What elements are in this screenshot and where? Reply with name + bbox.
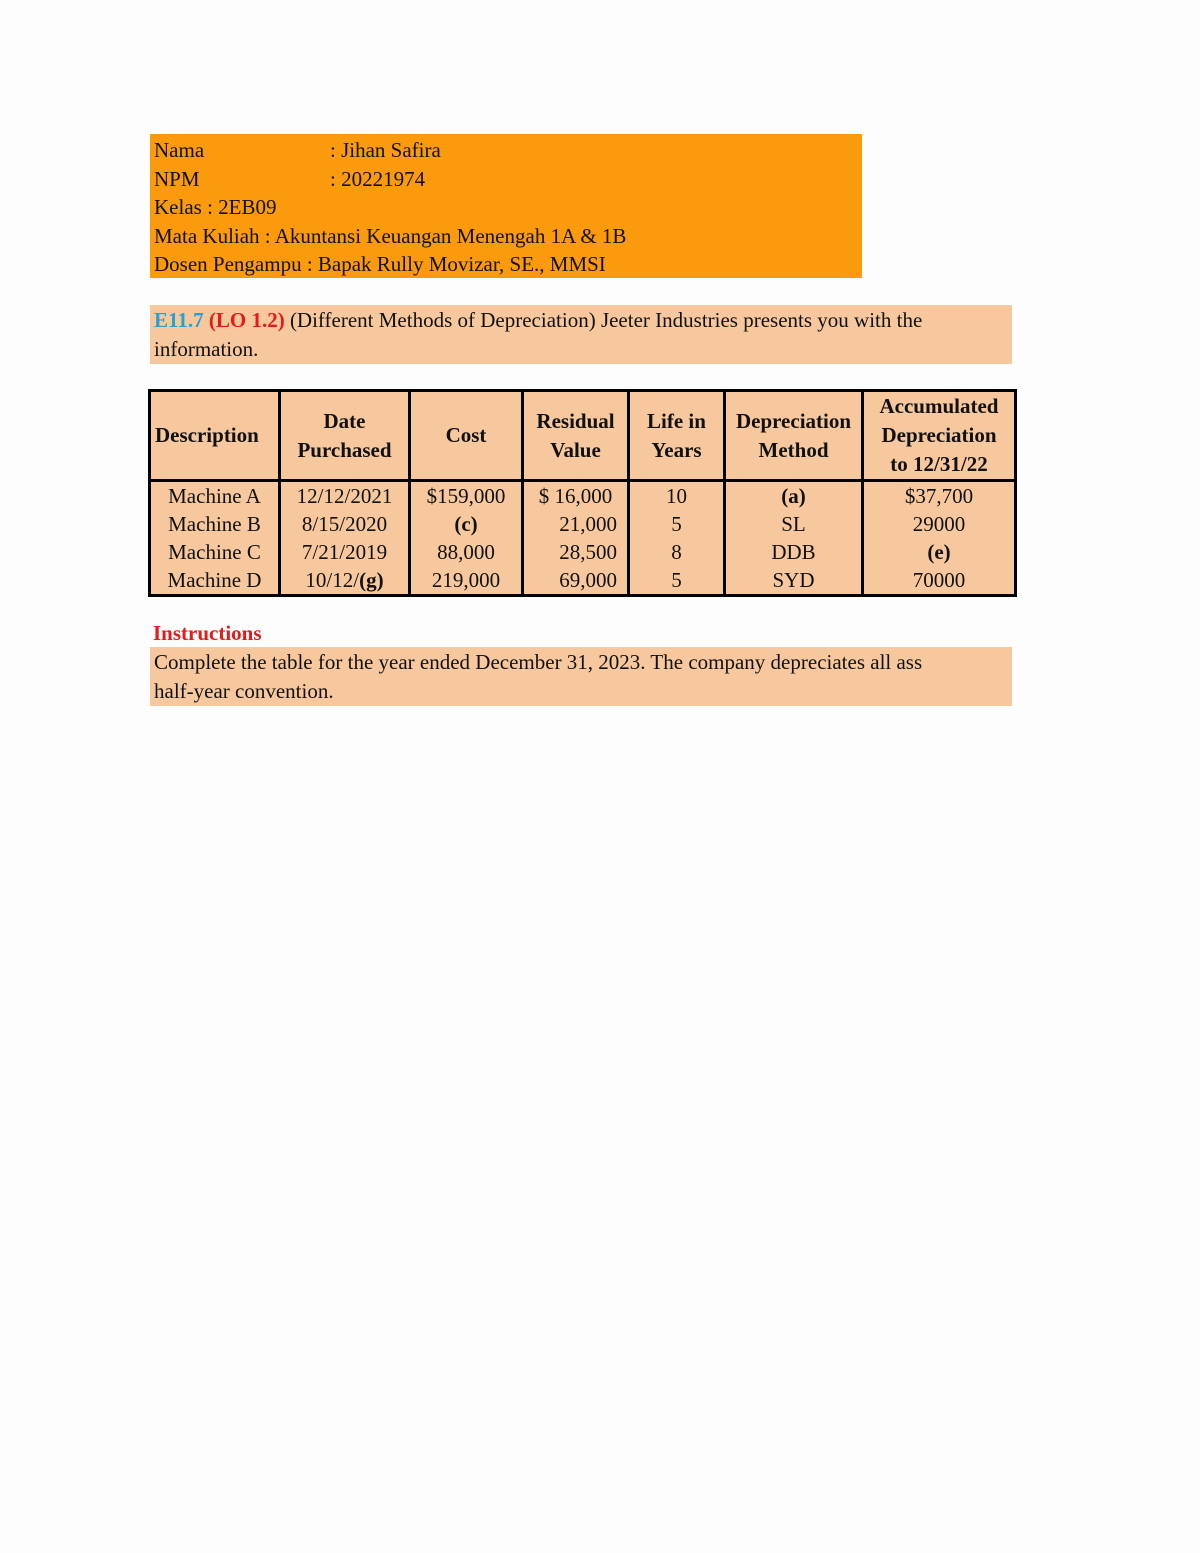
nama-row <box>154 136 858 165</box>
header-description: Description <box>150 391 280 481</box>
header-depreciation-method: Depreciation Method <box>725 391 863 481</box>
student-identity-block <box>150 134 862 278</box>
table-header-row <box>150 391 1016 481</box>
problem-statement <box>150 305 1012 364</box>
nama-value: : Jihan Safira <box>330 138 441 162</box>
problem-line-1 <box>154 306 1012 335</box>
cell-date-suffix: (g) <box>359 568 384 592</box>
problem-line-2 <box>154 335 1012 364</box>
learning-objective: (LO 1.2) <box>208 308 285 332</box>
cell-life: 5 <box>629 510 725 538</box>
cell-life: 10 <box>629 481 725 511</box>
cell-description: Machine A <box>150 481 280 511</box>
cell-life: 5 <box>629 566 725 596</box>
npm-value: : 20221974 <box>330 166 426 191</box>
dosen-text: Dosen Pengampu : Bapak Rully Movizar, SE., MMSI <box>154 252 606 276</box>
header-date-purchased: Date Purchased <box>280 391 410 481</box>
header-accumulated-depreciation: Accumulated Depreciation to 12/31/22 <box>863 391 1016 481</box>
cell-date: 12/12/2021 <box>280 481 410 511</box>
cell-method: DDB <box>725 538 863 566</box>
instructions-line-2: half-year convention. <box>154 679 334 703</box>
instructions-box <box>150 647 1012 706</box>
depreciation-table <box>148 389 1017 597</box>
cell-life: 8 <box>629 538 725 566</box>
header-cost: Cost <box>410 391 523 481</box>
depreciation-table-wrapper <box>148 389 1014 594</box>
cell-date <box>280 566 410 596</box>
cell-residual: $ 16,000 <box>523 481 629 511</box>
cell-date: 8/15/2020 <box>280 510 410 538</box>
table-row <box>150 510 1016 538</box>
cell-cost: (c) <box>410 510 523 538</box>
nama-label: Nama <box>154 138 205 162</box>
kelas-text: Kelas : 2EB09 <box>154 195 277 219</box>
npm-row <box>154 165 858 194</box>
table-row <box>150 481 1016 511</box>
problem-text-2: information. <box>154 337 259 361</box>
dosen-row <box>154 250 858 279</box>
cell-accumulated: $37,700 <box>863 481 1016 511</box>
cell-accumulated: 70000 <box>863 566 1016 596</box>
exercise-code: E11.7 <box>154 308 204 332</box>
cell-accumulated: 29000 <box>863 510 1016 538</box>
problem-text-1: (Different Methods of Depreciation) Jeeter Industries presents you with the <box>284 308 923 332</box>
mata-kuliah-row <box>154 222 858 251</box>
cell-description: Machine B <box>150 510 280 538</box>
cell-description: Machine C <box>150 538 280 566</box>
table-row <box>150 566 1016 596</box>
kelas-row <box>154 193 858 222</box>
table-row <box>150 538 1016 566</box>
cell-residual: 69,000 <box>523 566 629 596</box>
cell-residual: 21,000 <box>523 510 629 538</box>
cell-accumulated: (e) <box>863 538 1016 566</box>
cell-cost: 88,000 <box>410 538 523 566</box>
cell-date: 7/21/2019 <box>280 538 410 566</box>
instructions-title: Instructions <box>153 621 262 645</box>
cell-method: SL <box>725 510 863 538</box>
cell-description: Machine D <box>150 566 280 596</box>
cell-cost: $159,000 <box>410 481 523 511</box>
npm-label: NPM <box>154 166 200 191</box>
cell-date-prefix: 10/12/ <box>305 568 360 592</box>
cell-method: (a) <box>725 481 863 511</box>
cell-residual: 28,500 <box>523 538 629 566</box>
cell-cost: 219,000 <box>410 566 523 596</box>
mata-kuliah-text: Mata Kuliah : Akuntansi Keuangan Menengah 1A & 1B <box>154 223 627 248</box>
header-residual-value: Residual Value <box>523 391 629 481</box>
cell-method: SYD <box>725 566 863 596</box>
header-life-in-years: Life in Years <box>629 391 725 481</box>
instructions-line-1: Complete the table for the year ended December 31, 2023. The company depreciates all ass <box>154 650 923 674</box>
